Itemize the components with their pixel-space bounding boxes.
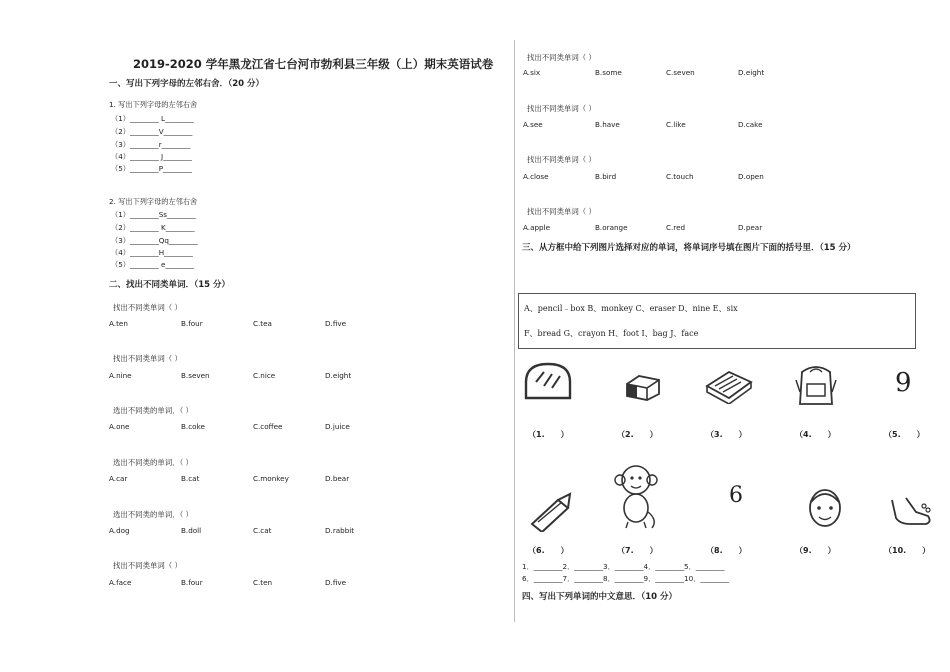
section-4-heading: 四、写出下列单词的中文意思．（10 分） <box>522 592 678 602</box>
q2-item: （2）________ K________ <box>111 223 195 232</box>
picture-label: （5. ） <box>884 430 925 439</box>
option-c: C.monkey <box>253 474 289 483</box>
section-1-heading: 一、写出下列字母的左邻右舍．（20 分） <box>109 79 265 89</box>
option-d: D.eight <box>738 68 765 77</box>
question-prompt: 选出不同类的单词．（ ） <box>113 406 193 415</box>
option-a: A.see <box>523 120 543 129</box>
question-prompt: 选出不同类的单词．（ ） <box>113 458 193 467</box>
question-prompt: 找出不同类单词（ ） <box>113 354 182 363</box>
option-a: A.face <box>109 578 132 587</box>
option-b: B.doll <box>181 526 202 535</box>
option-a: A.one <box>109 422 130 431</box>
option-b: B.orange <box>595 223 628 232</box>
option-d: D.pear <box>738 223 763 232</box>
option-a: A.car <box>109 474 128 483</box>
picture-label: （6. ） <box>528 546 569 555</box>
option-c: C.cat <box>253 526 272 535</box>
word-box-line: A、pencil﹣box B、monkey C、eraser D、nine E、six <box>524 304 738 313</box>
question-prompt: 选出不同类的单词．（ ） <box>113 510 193 519</box>
q1-item: （3）________r________ <box>111 140 191 149</box>
option-b: B.some <box>595 68 622 77</box>
pencil-box-icon <box>703 364 755 404</box>
option-a: A.close <box>523 172 549 181</box>
option-b: B.four <box>181 578 203 587</box>
option-c: C.touch <box>666 172 694 181</box>
picture-label: （3. ） <box>706 430 747 439</box>
section-2-heading: 二、找出不同类单词．（15 分） <box>109 280 231 290</box>
option-a: A.nine <box>109 371 132 380</box>
section-3-heading: 三、从方框中给下列图片选择对应的单词，将单词序号填在图片下面的括号里．（15 分） <box>522 243 856 253</box>
picture-label: （8. ） <box>706 546 747 555</box>
q1-item: （2）________V________ <box>111 127 193 136</box>
q1-item: （5）________P________ <box>111 164 192 173</box>
picture-label: （7. ） <box>617 546 658 555</box>
option-a: A.ten <box>109 319 128 328</box>
option-d: D.five <box>325 319 347 328</box>
bread-icon <box>522 360 574 402</box>
face-icon <box>804 484 846 530</box>
column-divider <box>514 40 515 622</box>
option-d: D.rabbit <box>325 526 355 535</box>
option-d: D.open <box>738 172 764 181</box>
picture-label: （2. ） <box>617 430 658 439</box>
option-c: C.tea <box>253 319 272 328</box>
eraser-icon <box>623 370 663 402</box>
option-b: B.cat <box>181 474 200 483</box>
answer-line: 1．________2．________3．________4．________5．________ <box>522 562 725 571</box>
option-d: D.five <box>325 578 347 587</box>
option-b: B.have <box>595 120 620 129</box>
option-c: C.like <box>666 120 686 129</box>
option-c: C.ten <box>253 578 273 587</box>
q2-item: （5）________ e________ <box>111 260 195 269</box>
q2-item: （4）________H________ <box>111 248 193 257</box>
q2-prompt: 2. 写出下列字母的左邻右舍 <box>109 197 198 206</box>
number-six-picture: 6 <box>729 483 743 508</box>
q1-item: （1）________ L________ <box>111 114 194 123</box>
question-prompt: 找出不同类单词（ ） <box>527 53 596 62</box>
option-a: A.apple <box>523 223 551 232</box>
monkey-icon <box>614 462 660 532</box>
picture-label: （9. ） <box>795 546 836 555</box>
picture-label: （4. ） <box>795 430 836 439</box>
option-d: D.bear <box>325 474 350 483</box>
bag-icon <box>790 362 842 408</box>
q2-item: （3）________Qq________ <box>111 236 198 245</box>
option-b: B.four <box>181 319 203 328</box>
number-nine-picture: 9 <box>895 368 912 398</box>
option-c: C.nice <box>253 371 276 380</box>
question-prompt: 找出不同类单词（ ） <box>527 207 596 216</box>
foot-icon <box>888 494 934 528</box>
option-d: D.juice <box>325 422 350 431</box>
option-b: B.seven <box>181 371 210 380</box>
option-c: C.coffee <box>253 422 283 431</box>
option-d: D.cake <box>738 120 763 129</box>
word-box <box>518 293 916 349</box>
picture-label: （10. ） <box>884 546 931 555</box>
question-prompt: 找出不同类单词（ ） <box>527 155 596 164</box>
picture-label: （1. ） <box>528 430 569 439</box>
option-b: B.coke <box>181 422 205 431</box>
q1-item: （4）________ J________ <box>111 152 192 161</box>
answer-line: 6．________7．________8．________9．________10．________ <box>522 574 730 583</box>
option-b: B.bird <box>595 172 617 181</box>
option-c: C.seven <box>666 68 695 77</box>
option-d: D.eight <box>325 371 352 380</box>
question-prompt: 找出不同类单词（ ） <box>113 561 182 570</box>
q1-prompt: 1. 写出下列字母的左邻右舍 <box>109 100 198 109</box>
crayon-icon <box>524 492 576 532</box>
option-a: A.dog <box>109 526 130 535</box>
question-prompt: 找出不同类单词（ ） <box>113 303 182 312</box>
question-prompt: 找出不同类单词（ ） <box>527 104 596 113</box>
q2-item: （1）________Ss________ <box>111 210 196 219</box>
word-box-line: F、bread G、crayon H、foot I、bag J、face <box>524 329 699 338</box>
option-a: A.six <box>523 68 541 77</box>
page-title: 2019-2020 学年黑龙江省七台河市勃利县三年级（上）期末英语试卷 <box>133 57 494 71</box>
option-c: C.red <box>666 223 686 232</box>
